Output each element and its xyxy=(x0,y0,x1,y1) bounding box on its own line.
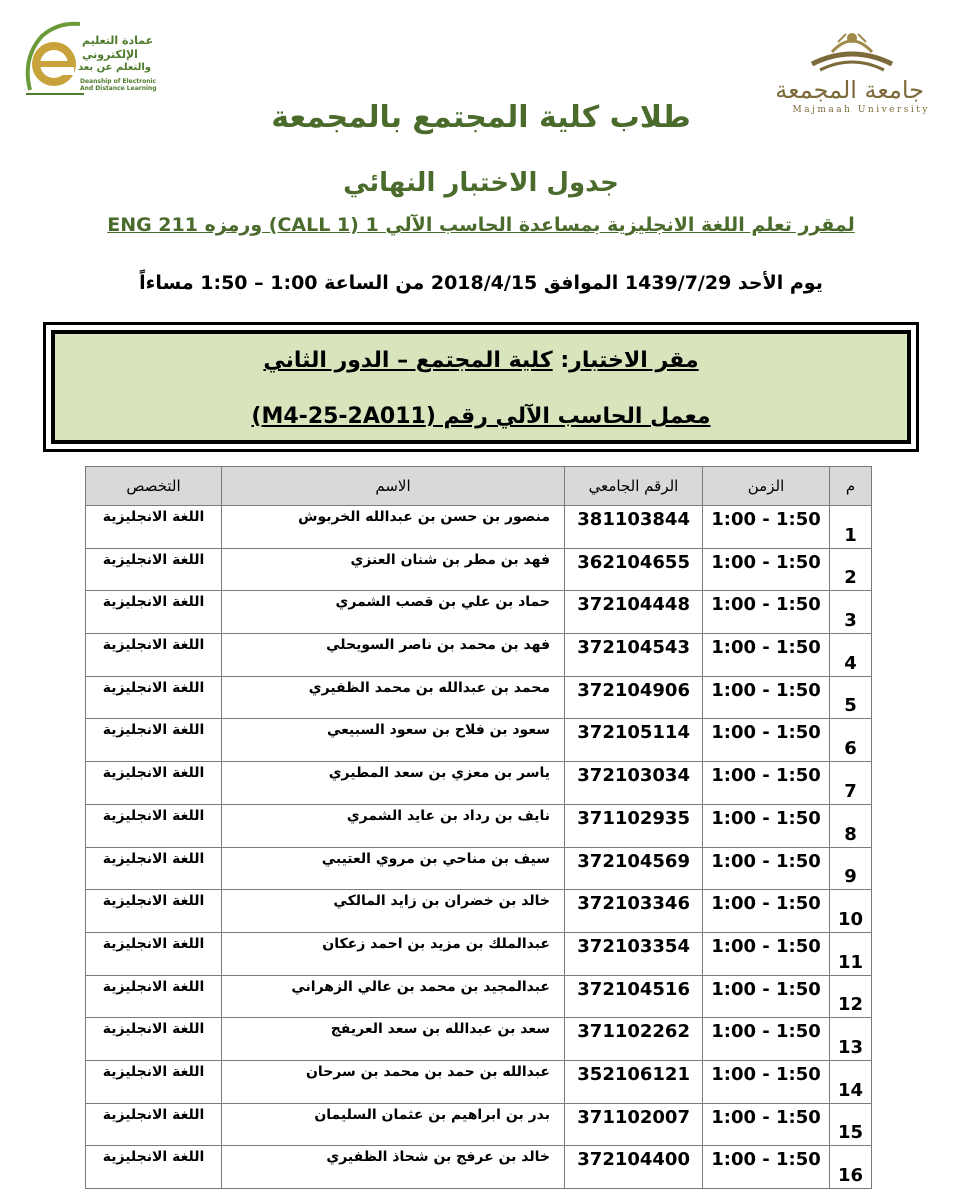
cell-spec: اللغة الانجليزية xyxy=(86,591,222,634)
deanship-logo xyxy=(20,18,170,98)
cell-num: 16 xyxy=(830,1146,872,1189)
cell-num: 12 xyxy=(830,975,872,1018)
cell-time: 1:00 - 1:50 xyxy=(703,847,830,890)
cell-id: 362104655 xyxy=(565,548,703,591)
exam-location-inner xyxy=(51,330,911,444)
cell-spec: اللغة الانجليزية xyxy=(86,719,222,762)
logo-left-en2: And Distance Learning xyxy=(80,85,157,92)
location-label: مقر الاختبار xyxy=(569,348,699,373)
cell-id: 372104543 xyxy=(565,634,703,677)
table-row xyxy=(86,762,872,805)
cell-time: 1:00 - 1:50 xyxy=(703,506,830,549)
cell-name: سيف بن مناحي بن مروي العتيبي xyxy=(222,847,565,890)
cell-spec: اللغة الانجليزية xyxy=(86,890,222,933)
cell-time: 1:00 - 1:50 xyxy=(703,591,830,634)
cell-time: 1:00 - 1:50 xyxy=(703,548,830,591)
lab-line xyxy=(55,404,907,429)
header-name: الاسم xyxy=(222,467,565,506)
table-row xyxy=(86,548,872,591)
cell-name: فهد بن محمد بن ناصر السويحلي xyxy=(222,634,565,677)
cell-id: 372104906 xyxy=(565,676,703,719)
table-header-row xyxy=(86,467,872,506)
lab-text: معمل الحاسب الآلي رقم (M4-25-2A011) xyxy=(251,404,711,429)
table-row xyxy=(86,591,872,634)
table-body xyxy=(86,506,872,1189)
cell-name: منصور بن حسن بن عبدالله الخربوش xyxy=(222,506,565,549)
cell-name: حماد بن علي بن قصب الشمري xyxy=(222,591,565,634)
cell-id: 352106121 xyxy=(565,1060,703,1103)
header-id: الرقم الجامعي xyxy=(565,467,703,506)
cell-spec: اللغة الانجليزية xyxy=(86,1060,222,1103)
cell-name: خالد بن خضران بن زايد المالكي xyxy=(222,890,565,933)
location-value: كلية المجتمع – الدور الثاني xyxy=(263,348,553,373)
cell-id: 371102007 xyxy=(565,1103,703,1146)
cell-time: 1:00 - 1:50 xyxy=(703,804,830,847)
cell-num: 4 xyxy=(830,634,872,677)
header-time: الزمن xyxy=(703,467,830,506)
table-row xyxy=(86,1146,872,1189)
datetime-line xyxy=(0,272,962,294)
cell-id: 381103844 xyxy=(565,506,703,549)
cell-spec: اللغة الانجليزية xyxy=(86,506,222,549)
cell-id: 372104516 xyxy=(565,975,703,1018)
cell-num: 1 xyxy=(830,506,872,549)
cell-id: 372104400 xyxy=(565,1146,703,1189)
table-row xyxy=(86,932,872,975)
cell-time: 1:00 - 1:50 xyxy=(703,932,830,975)
page-title: طلاب كلية المجتمع بالمجمعة xyxy=(271,100,691,135)
cell-num: 2 xyxy=(830,548,872,591)
cell-id: 372104569 xyxy=(565,847,703,890)
cell-name: ياسر بن معزي بن سعد المطيري xyxy=(222,762,565,805)
book-emblem-icon xyxy=(772,22,932,76)
cell-num: 14 xyxy=(830,1060,872,1103)
table-row xyxy=(86,975,872,1018)
logo-left-line1: عمادة التعليم xyxy=(82,34,154,47)
cell-time: 1:00 - 1:50 xyxy=(703,676,830,719)
cell-spec: اللغة الانجليزية xyxy=(86,932,222,975)
table-row xyxy=(86,719,872,762)
cell-name: خالد بن عرفج بن شحاذ الظفيري xyxy=(222,1146,565,1189)
cell-name: عبدالملك بن مزيد بن احمد زعكان xyxy=(222,932,565,975)
course-text: لمقرر تعلم اللغة الانجليزية بمساعدة الحاسب الآلي 1 (CALL 1) ورمزه ENG 211 xyxy=(107,214,855,236)
logo-left-line3: والتعلم عن بعد xyxy=(78,62,152,73)
cell-id: 372103354 xyxy=(565,932,703,975)
logo-left-line2: الإلكتروني xyxy=(82,48,138,61)
cell-time: 1:00 - 1:50 xyxy=(703,762,830,805)
cell-spec: اللغة الانجليزية xyxy=(86,1018,222,1061)
e-learning-logo-icon xyxy=(20,18,84,98)
cell-time: 1:00 - 1:50 xyxy=(703,1146,830,1189)
cell-name: عبدالله بن حمد بن محمد بن سرحان xyxy=(222,1060,565,1103)
cell-spec: اللغة الانجليزية xyxy=(86,676,222,719)
cell-id: 371102935 xyxy=(565,804,703,847)
cell-spec: اللغة الانجليزية xyxy=(86,847,222,890)
cell-id: 372103034 xyxy=(565,762,703,805)
cell-time: 1:00 - 1:50 xyxy=(703,719,830,762)
cell-num: 13 xyxy=(830,1018,872,1061)
table-row xyxy=(86,506,872,549)
course-line xyxy=(0,214,962,236)
cell-name: سعد بن عبدالله بن سعد العريفج xyxy=(222,1018,565,1061)
cell-spec: اللغة الانجليزية xyxy=(86,634,222,677)
table-row xyxy=(86,676,872,719)
cell-time: 1:00 - 1:50 xyxy=(703,1103,830,1146)
cell-spec: اللغة الانجليزية xyxy=(86,804,222,847)
datetime-text: يوم الأحد 1439/7/29 الموافق 2018/4/15 من الساعة 1:00 – 1:50 مساءاً xyxy=(139,272,823,294)
cell-id: 372105114 xyxy=(565,719,703,762)
cell-name: عبدالمجيد بن محمد بن عالي الزهراني xyxy=(222,975,565,1018)
cell-num: 11 xyxy=(830,932,872,975)
university-name-ar: جامعة المجمعة xyxy=(775,76,924,104)
cell-name: سعود بن فلاح بن سعود السبيعي xyxy=(222,719,565,762)
table-row xyxy=(86,1060,872,1103)
logo-left-en1: Deanship of Electronic xyxy=(80,78,157,85)
cell-num: 3 xyxy=(830,591,872,634)
cell-spec: اللغة الانجليزية xyxy=(86,1103,222,1146)
university-name-en: Majmaah University xyxy=(792,105,930,115)
cell-num: 7 xyxy=(830,762,872,805)
table-row xyxy=(86,1103,872,1146)
cell-spec: اللغة الانجليزية xyxy=(86,1146,222,1189)
table-row xyxy=(86,890,872,933)
location-colon: : xyxy=(552,348,570,373)
header-spec: التخصص xyxy=(86,467,222,506)
cell-num: 5 xyxy=(830,676,872,719)
cell-name: بدر بن ابراهيم بن عثمان السليمان xyxy=(222,1103,565,1146)
cell-num: 6 xyxy=(830,719,872,762)
exam-location-box xyxy=(43,322,919,452)
page-subtitle: جدول الاختبار النهائي xyxy=(343,168,619,198)
cell-time: 1:00 - 1:50 xyxy=(703,1060,830,1103)
header-num: م xyxy=(830,467,872,506)
cell-spec: اللغة الانجليزية xyxy=(86,975,222,1018)
cell-num: 9 xyxy=(830,847,872,890)
schedule-table xyxy=(85,466,872,1189)
cell-id: 372103346 xyxy=(565,890,703,933)
cell-id: 372104448 xyxy=(565,591,703,634)
cell-name: محمد بن عبدالله بن محمد الظفيري xyxy=(222,676,565,719)
exam-location-line xyxy=(55,348,907,373)
cell-time: 1:00 - 1:50 xyxy=(703,890,830,933)
cell-time: 1:00 - 1:50 xyxy=(703,1018,830,1061)
cell-num: 8 xyxy=(830,804,872,847)
table-row xyxy=(86,804,872,847)
cell-spec: اللغة الانجليزية xyxy=(86,548,222,591)
table-row xyxy=(86,847,872,890)
cell-id: 371102262 xyxy=(565,1018,703,1061)
cell-name: نايف بن رداد بن عايد الشمري xyxy=(222,804,565,847)
cell-spec: اللغة الانجليزية xyxy=(86,762,222,805)
table-row xyxy=(86,1018,872,1061)
table-row xyxy=(86,634,872,677)
logo-left-en xyxy=(80,78,157,92)
cell-num: 10 xyxy=(830,890,872,933)
cell-time: 1:00 - 1:50 xyxy=(703,975,830,1018)
cell-time: 1:00 - 1:50 xyxy=(703,634,830,677)
cell-name: فهد بن مطر بن شنان العنزي xyxy=(222,548,565,591)
cell-num: 15 xyxy=(830,1103,872,1146)
